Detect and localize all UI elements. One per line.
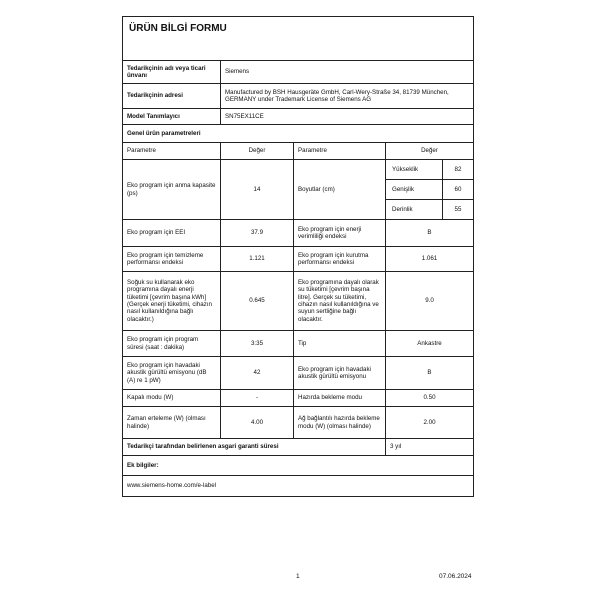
noise-value: 42 [220, 357, 293, 389]
networked-standby-value: 2.00 [385, 407, 473, 438]
type-value: Ankastre [385, 331, 473, 356]
depth-label: Derinlik [392, 206, 413, 214]
dimensions-subtable [385, 160, 473, 219]
width-value: 60 [442, 180, 473, 199]
supplier-name-value: Siemens [220, 61, 473, 83]
dimension-depth-row [386, 200, 473, 220]
page-number: 1 [296, 573, 300, 580]
supplier-address-row [123, 84, 473, 109]
warranty-label: Tedarikçi tarafından belirlenen asgari garanti süresi [127, 443, 279, 451]
energy-class-value: B [385, 220, 473, 246]
delay-start-value: 4.00 [220, 407, 293, 438]
noise-class-label: Eko program için havadaki akustik gürültü emisyonu [293, 357, 385, 389]
header-value-left: Değer [220, 143, 293, 159]
form-title-row [123, 17, 473, 61]
eei-value: 37.9 [220, 220, 293, 246]
eei-label: Eko program için EEI [127, 229, 186, 237]
table-row [123, 272, 473, 331]
extra-info-label: Ek bilgiler: [127, 461, 159, 469]
off-mode-label: Kapalı modu (W) [127, 394, 174, 402]
model-label: Model Tanımlayıcı [127, 112, 180, 120]
table-row [123, 390, 473, 407]
noise-label: Eko program için havadaki akustik gürültü emisyonu (dB (A) re 1 pW) [127, 361, 207, 384]
duration-value: 3:35 [220, 331, 293, 356]
table-row [123, 160, 473, 220]
supplier-name-row [123, 61, 473, 84]
table-header-row [123, 143, 473, 160]
duration-label: Eko program için program süresi (saat : dakika) [127, 336, 199, 351]
supplier-address-label: Tedarikçinin adresi [127, 92, 183, 100]
extra-info-value-row [123, 476, 473, 496]
header-param-right: Parametre [293, 143, 385, 159]
table-row [123, 247, 473, 272]
height-label: Yükseklik [392, 165, 419, 173]
energy-consumption-label: Soğuk su kullanarak eko programına dayalı enerji tüketimi [çevrim başına kWh] (Gerçek enerji tüketimi, cihazın nasıl kullanıldığına bağlı olacaktır.) [127, 278, 212, 323]
water-consumption-value: 9.0 [385, 272, 473, 330]
off-mode-value: - [220, 390, 293, 406]
dimensions-label: Boyutlar (cm) [293, 160, 385, 219]
energy-class-label: Eko program için enerji verimliliği endeksi [293, 220, 385, 246]
water-consumption-label: Eko programına dayalı olarak su tüketimi [çevrim başına litre]. Gerçek su tüketimi, cihazın nasıl kullanıldığına ve suyun sertliğine bağlı olacaktır. [293, 272, 385, 330]
dimension-width-row [386, 180, 473, 200]
cleaning-value: 1.121 [220, 247, 293, 271]
supplier-address-value: Manufactured by BSH Hausgeräte GmbH, Carl-Wery-Straße 34, 81739 München, GERMANY under Trademark License of Siemens AG [220, 84, 473, 108]
extra-info-row [123, 456, 473, 476]
capacity-value: 14 [220, 160, 293, 219]
product-info-form [122, 16, 474, 497]
height-value: 82 [442, 160, 473, 179]
standby-label: Hazırda bekleme modu [293, 390, 385, 406]
drying-label: Eko program için kurutma performansı endeksi [293, 247, 385, 271]
standby-value: 0.50 [385, 390, 473, 406]
general-section-title: Genel ürün parametreleri [127, 129, 201, 137]
elabel-link[interactable]: www.siemens-home.com/e-label [127, 482, 217, 490]
delay-start-label: Zaman erteleme (W) (olması halinde) [127, 415, 206, 430]
table-row [123, 331, 473, 357]
general-section-row [123, 125, 473, 143]
drying-value: 1.061 [385, 247, 473, 271]
model-row [123, 109, 473, 125]
header-param-left: Parametre [127, 147, 156, 155]
dimension-height-row [386, 160, 473, 180]
networked-standby-label: Ağ bağlantılı hazırda bekleme modu (W) (olması halinde) [293, 407, 385, 438]
table-row [123, 357, 473, 390]
warranty-value: 3 yıl [385, 439, 473, 455]
table-row [123, 220, 473, 247]
model-value: SN75EX11CE [220, 109, 473, 124]
width-label: Genişlik [392, 185, 415, 193]
table-row [123, 407, 473, 439]
header-value-right: Değer [385, 143, 473, 159]
type-label: Tip [293, 331, 385, 356]
depth-value: 55 [442, 200, 473, 220]
form-title: ÜRÜN BİLGİ FORMU [129, 23, 227, 34]
warranty-row [123, 439, 473, 456]
cleaning-label: Eko program için temizleme performansı endeksi [127, 251, 204, 266]
supplier-name-label: Tedarikçinin adı veya ticari ünvanı [127, 64, 206, 79]
document-date: 07.06.2024 [439, 573, 472, 580]
noise-class-value: B [385, 357, 473, 389]
capacity-label: Eko program için anma kapasite (ps) [127, 182, 216, 197]
energy-consumption-value: 0.645 [220, 272, 293, 330]
